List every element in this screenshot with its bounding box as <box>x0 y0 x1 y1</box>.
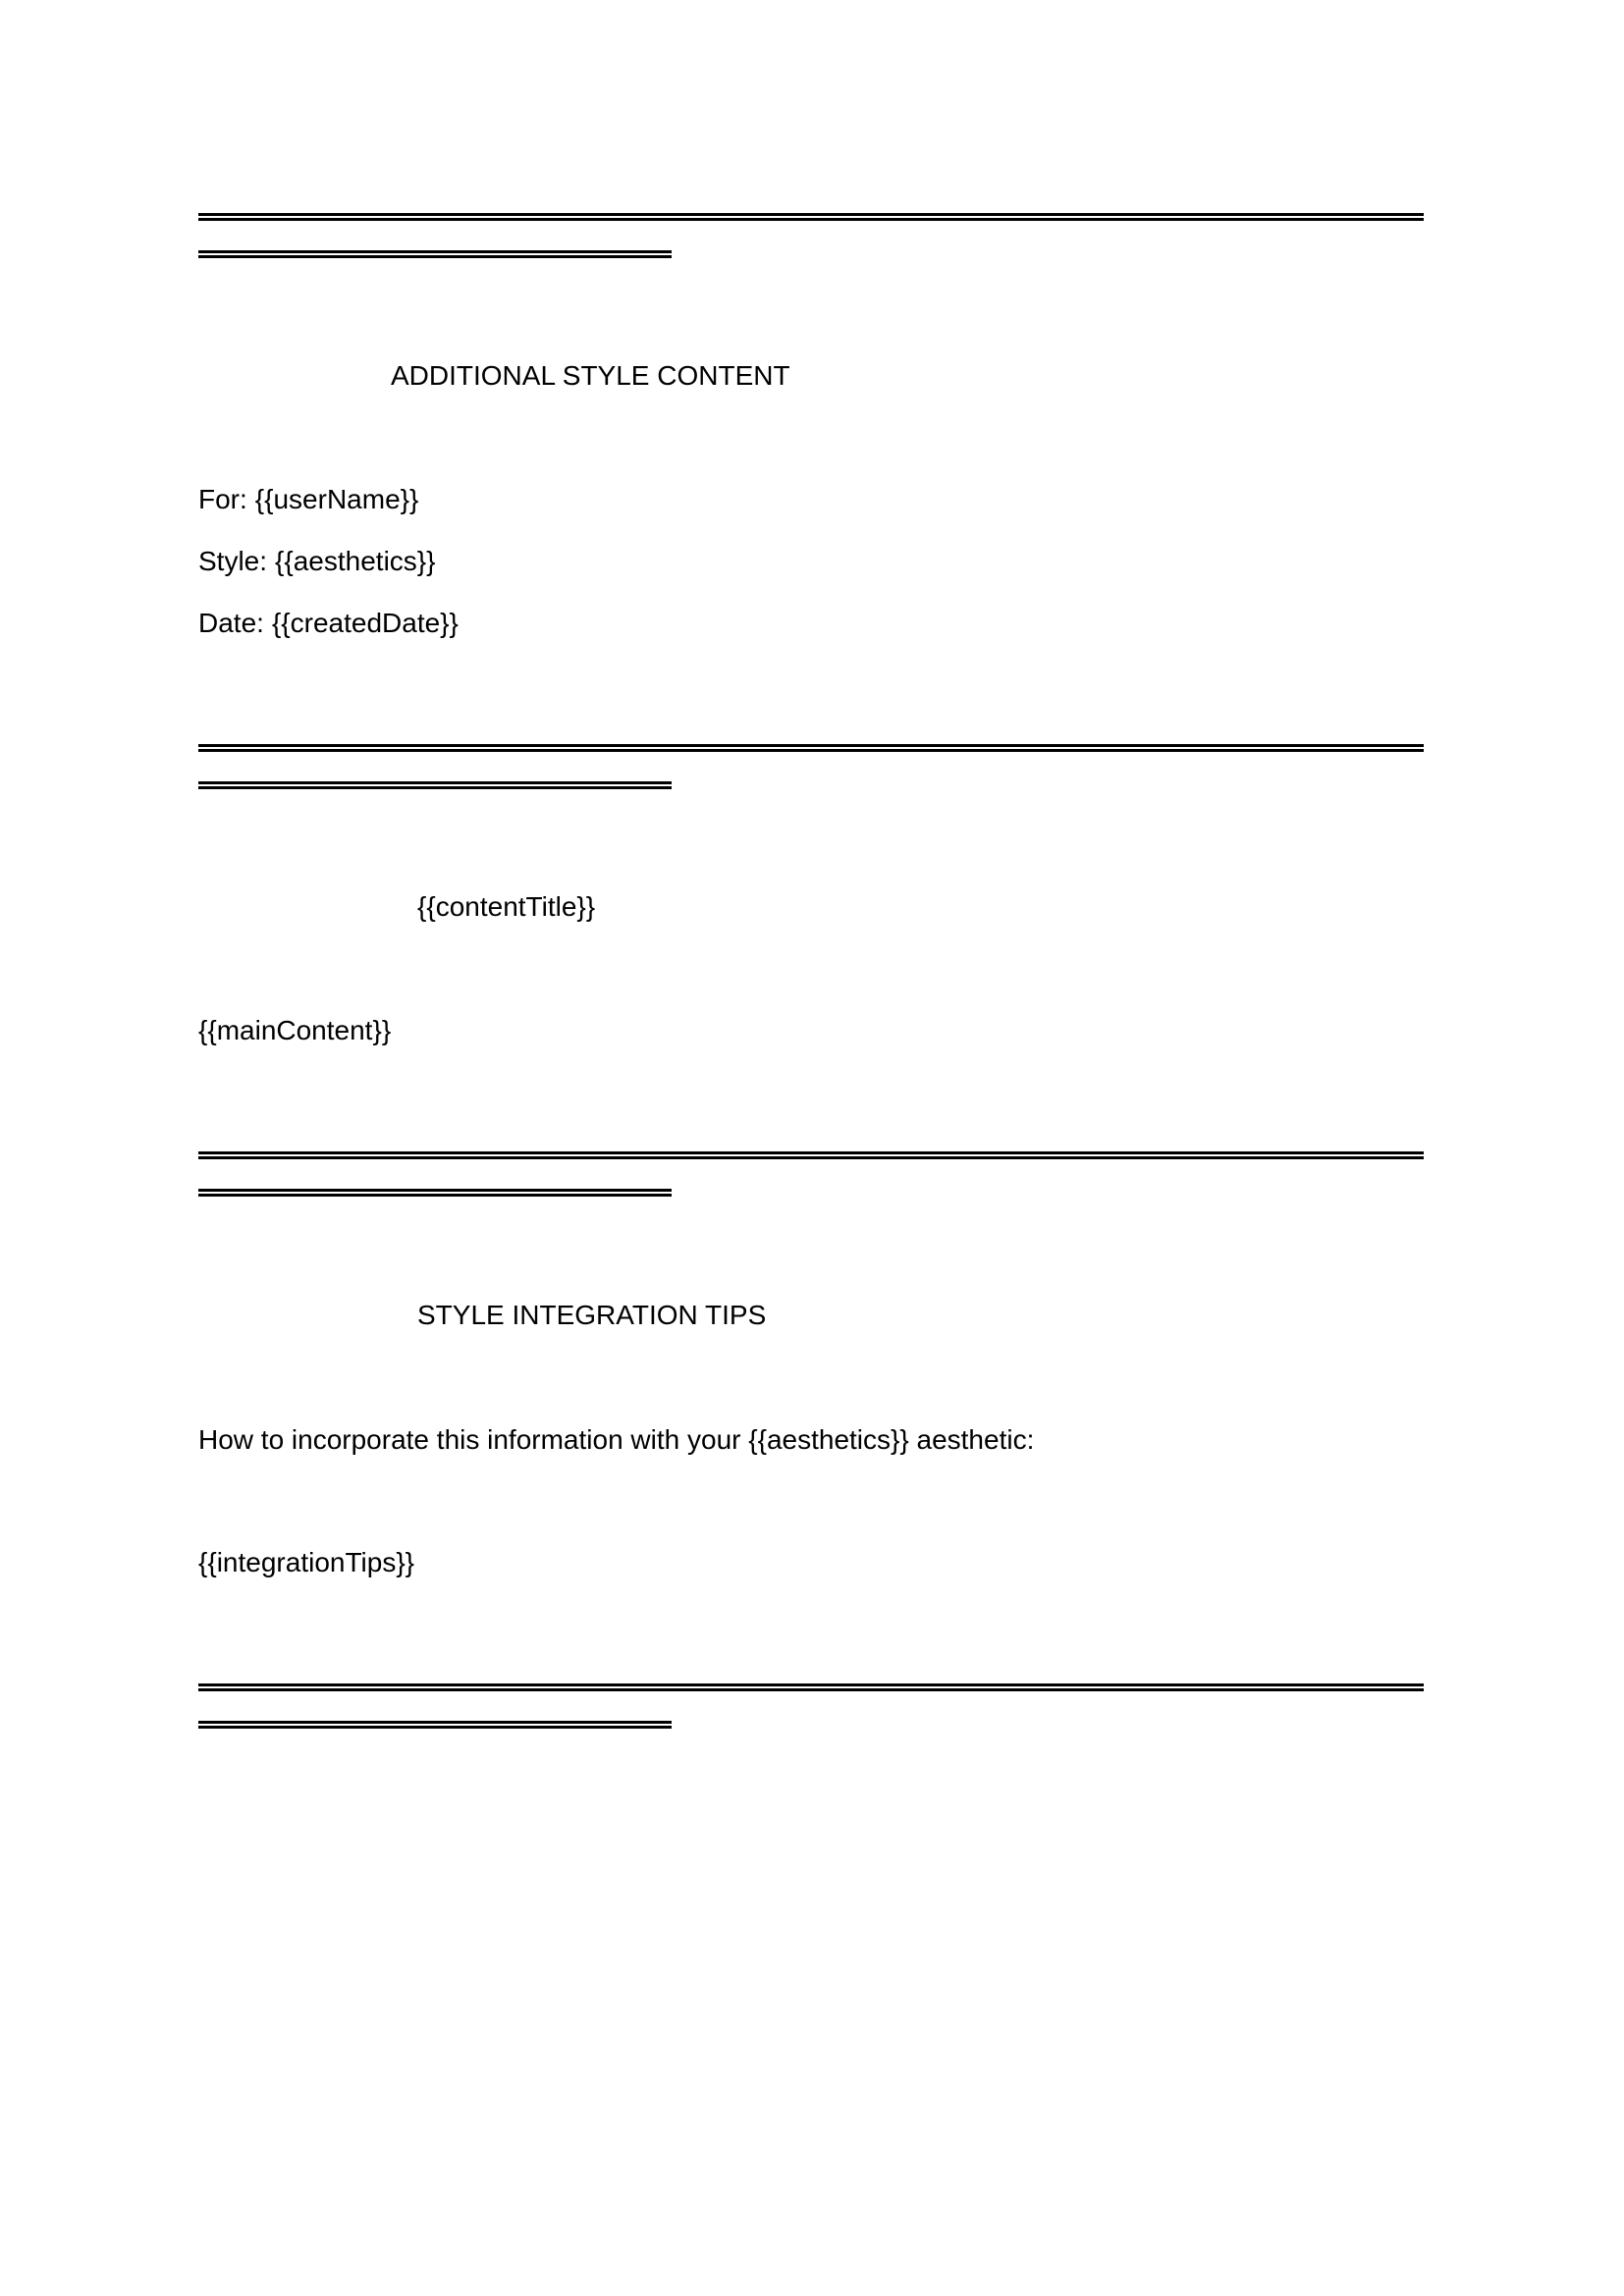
double-rule-divider <box>198 213 1424 221</box>
double-rule-divider <box>198 1683 1424 1691</box>
section-heading: ADDITIONAL STYLE CONTENT <box>391 360 790 391</box>
date-value: {{createdDate}} <box>271 608 459 638</box>
content-title: {{contentTitle}} <box>417 891 596 922</box>
style-value: {{aesthetics}} <box>275 546 436 576</box>
tips-intro: How to incorporate this information with your {{aesthetics}} aesthetic: <box>198 1424 1035 1455</box>
for-line <box>198 483 418 516</box>
date-label: Date: <box>198 608 264 638</box>
style-label: Style: <box>198 546 268 576</box>
section-heading: STYLE INTEGRATION TIPS <box>417 1300 767 1330</box>
integration-tips: {{integrationTips}} <box>198 1547 415 1577</box>
double-rule-divider-short <box>198 781 672 789</box>
date-line <box>198 607 459 640</box>
double-rule-divider <box>198 744 1424 752</box>
main-content: {{mainContent}} <box>198 1015 392 1045</box>
style-line <box>198 545 436 578</box>
double-rule-divider-short <box>198 1721 672 1729</box>
for-label: For: <box>198 484 247 514</box>
double-rule-divider-short <box>198 1189 672 1197</box>
for-value: {{userName}} <box>254 484 419 514</box>
double-rule-divider-short <box>198 250 672 258</box>
double-rule-divider <box>198 1151 1424 1159</box>
